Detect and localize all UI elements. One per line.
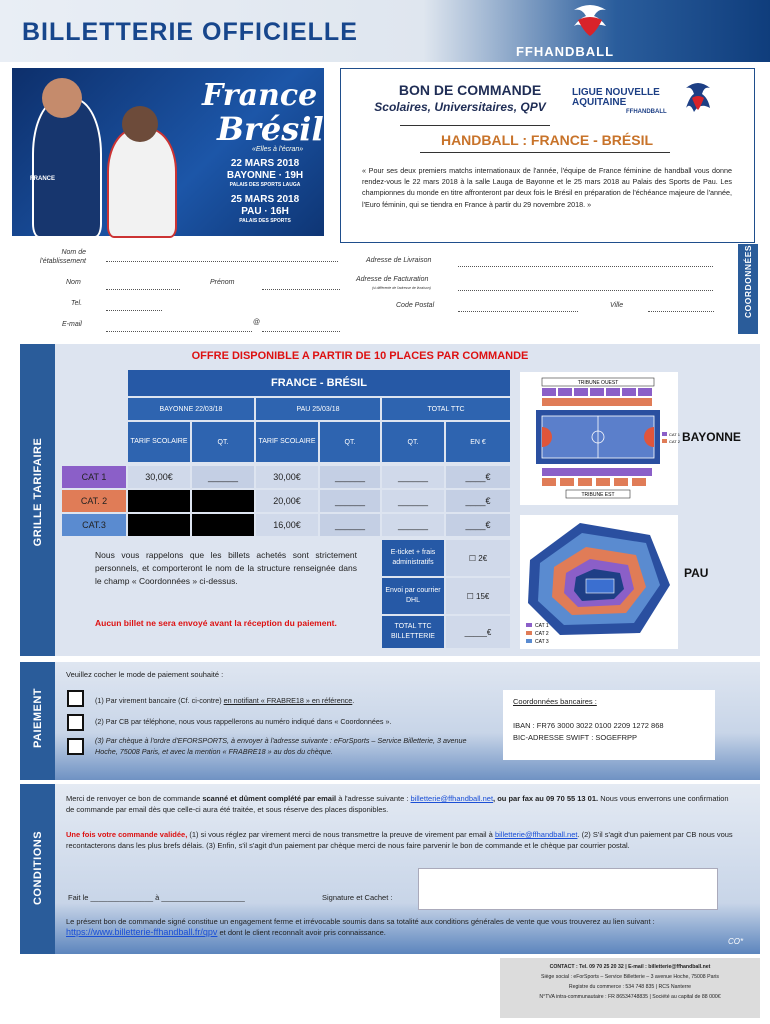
bank-title: Coordonnées bancaires :: [513, 697, 597, 706]
price-pau-cat2: 20,00€: [256, 490, 318, 512]
co-mark: CO*: [728, 937, 744, 946]
intro-text: « Pour ses deux premiers matchs internationaux de l'année, l'équipe de France féminine de handball vous donne rendez-vous le 22 mars 2018 à la salle Lauga de Bayonne et le 25 mars 2018 au Palais des Sports de Pau. Les championnes du monde en titre affronteront par deux fois le Brésil en préparation de l'échéance majeure de l'année, l'Euro féminin, qui se tiendra en France à partir du 29 novembre 2018. »: [362, 166, 732, 209]
poster-date-1: 22 MARS 2018: [230, 158, 300, 169]
ville-field[interactable]: [648, 304, 714, 312]
poster-venue-2: PALAIS DES SPORTS: [239, 218, 291, 224]
prenom-label: Prénom: [210, 279, 235, 286]
email-field-domain[interactable]: [262, 324, 340, 332]
col-qt-total: QT.: [382, 422, 444, 462]
tel-label: Tel.: [71, 300, 83, 307]
cond-p2-highlight: Une fois votre commande validée,: [66, 830, 188, 839]
order-title: BON DE COMMANDE: [398, 82, 542, 98]
qt-pau-cat1[interactable]: ______: [320, 466, 380, 488]
cp-field[interactable]: [458, 304, 578, 312]
ligue-logo-line-2: AQUITAINE: [572, 97, 627, 108]
map-tribune-ouest: TRIBUNE OUEST: [577, 380, 619, 386]
divider: [400, 125, 550, 126]
ville-label: Ville: [610, 302, 624, 309]
cat-3-label: CAT.3: [62, 514, 126, 536]
livraison-label: Adresse de Livraison: [366, 257, 432, 264]
map-pau-legend-cat1: CAT 1: [535, 623, 549, 629]
col-qt-bayonne: QT.: [192, 422, 254, 462]
fait-le-field[interactable]: Fait le _______________ à ____________________: [68, 893, 245, 902]
offer-banner: OFFRE DISPONIBLE A PARTIR DE 10 PLACES PAR COMMANDE: [191, 350, 529, 362]
page-title: BILLETTERIE OFFICIELLE: [22, 18, 358, 46]
payment-option-1-text: (1) Par virement bancaire (Cf. ci-contre): [95, 696, 224, 705]
poster-subtitle: «Elles à l'écran»: [252, 146, 304, 153]
cond-p1-text: Merci de renvoyer ce bon de commande: [66, 794, 203, 803]
price-pau-cat1: 30,00€: [256, 466, 318, 488]
paiement-label: PAIEMENT: [32, 687, 44, 749]
ffhandball-wordmark: FFHANDBALL: [515, 44, 615, 59]
payment-option-1: [95, 695, 495, 706]
total-cat3[interactable]: ____€: [446, 514, 510, 536]
price-bay-cat1: 30,00€: [128, 466, 190, 488]
pau-seating-map: [520, 515, 678, 649]
payment-cheque-checkbox[interactable]: [67, 738, 84, 755]
grille-label: GRILLE TARIFAIRE: [32, 437, 44, 547]
facturation-label: Adresse de Facturation: [356, 276, 429, 283]
tel-field[interactable]: [106, 303, 162, 311]
bank-bic: BIC-ADRESSE SWIFT : SOGEFRPP: [513, 733, 638, 742]
billetterie-email-link[interactable]: billetterie@ffhandball.net: [410, 794, 494, 803]
cond-p2-text2: . (2) S'il s'agit d'un paiement par CB nous vous recontacterons dans les plus brefs délais. (3) Enfin, s'il s'agit d'un paiement par chèque merci de nous faire parvenir le bon de commande et le chèque par courrier postal.: [66, 830, 733, 850]
livraison-field[interactable]: [458, 259, 713, 267]
order-subtitle: Scolaires, Universitaires, QPV: [374, 100, 546, 114]
conditions-paragraph-3: [66, 916, 738, 938]
coordonnees-label: COORDONNÉES: [743, 244, 753, 318]
venue-bayonne: BAYONNE: [682, 430, 741, 444]
etablissement-field[interactable]: [106, 254, 338, 262]
poster-title-bresil: Brésil: [217, 110, 324, 148]
poster-venue-1: PALAIS DES SPORTS LAUGA: [229, 182, 301, 188]
cond-p3-text2: et dont le client reconnaît avoir pris connaissance.: [217, 928, 386, 937]
poster-france: FRANCE: [30, 176, 55, 182]
col-tarif-pau: TARIF SCOLAIRE: [256, 422, 318, 462]
prenom-field[interactable]: [262, 282, 340, 290]
conditions-paragraph-2: [66, 829, 738, 851]
map-legend-cat2: CAT 2: [669, 439, 680, 444]
siege-line: Siège social : eForSports – Service Billetterie – 3 avenue Hoche, 75008 Paris: [541, 974, 719, 980]
header-total: TOTAL TTC: [382, 398, 510, 420]
event-poster: [12, 68, 324, 236]
contact-line: CONTACT : Tel. 09 70 25 20 32 | E-mail : billetterie@ffhandball.net: [549, 964, 711, 970]
cond-p1-fax: , ou par fax au 09 70 55 13 01.: [493, 794, 599, 803]
payment-cb-checkbox[interactable]: [67, 714, 84, 731]
col-en-euro: EN €: [446, 422, 510, 462]
payment-option-2: (2) Par CB par téléphone, nous vous rappellerons au numéro indiqué dans « Coordonnées ».: [95, 717, 392, 726]
venue-pau: PAU: [684, 566, 709, 580]
cp-label: Code Postal: [396, 302, 435, 309]
cond-p1-text2: à l'adresse suivante :: [336, 794, 411, 803]
poster-title-france: France: [202, 78, 318, 113]
total-cat2[interactable]: ____€: [446, 490, 510, 512]
option-eticket: E-ticket + frais administratifs: [382, 540, 444, 576]
recall-text: Nous vous rappelons que les billets achetés sont strictement personnels, et comporteront le nom de la structure renseignée dans le champ « Coordonnées » ci-dessus.: [95, 550, 357, 586]
qt-bay-cat2-unavailable: [192, 490, 254, 512]
nom-field[interactable]: [106, 282, 180, 290]
price-bay-cat2-unavailable: [128, 490, 190, 512]
warning-text: Aucun billet ne sera envoyé avant la réception du paiement.: [95, 618, 337, 628]
payment-option-3: (3) Par chèque à l'ordre d'EFORSPORTS, à envoyer à l'adresse suivante : eForSports – Service Billetterie, 3 avenue Hoche, 75008 Paris, et avec la mention « FRABRE18 » au dos du chèque.: [95, 736, 467, 756]
facturation-field[interactable]: [458, 283, 713, 291]
poster-city-2: PAU · 16H: [241, 206, 289, 217]
paiement-intro: Veuillez cocher le mode de paiement souhaité :: [66, 670, 224, 679]
conditions-paragraph-1: [66, 793, 738, 815]
billetterie-email-link-2[interactable]: billetterie@ffhandball.net: [494, 830, 578, 839]
signature-label: Signature et Cachet :: [322, 893, 393, 902]
payment-virement-checkbox[interactable]: [67, 690, 84, 707]
cgv-link[interactable]: https://www.billetterie-ffhandball.fr/qpv: [66, 927, 218, 937]
cond-p1-bold: scanné et dûment complété par email: [202, 794, 337, 803]
map-legend-cat1: CAT 1: [669, 432, 680, 437]
ligue-logo-line-1: LIGUE NOUVELLE: [572, 87, 660, 98]
bank-iban: IBAN : FR76 3000 3022 0100 2209 1272 868: [513, 721, 664, 730]
poster-date-2: 25 MARS 2018: [230, 194, 300, 205]
total-cat1[interactable]: ____€: [446, 466, 510, 488]
rooster-icon: [680, 78, 716, 118]
map-pau-legend-cat3: CAT 3: [535, 639, 549, 645]
header-pau: PAU 25/03/18: [256, 398, 380, 420]
cond-p3-text: Le présent bon de commande signé constitue un engagement ferme et irrévocable soumis dans sa totalité aux conditions générales de vente que vous trouverez au lien suivant :: [66, 917, 655, 926]
cat-1-label: CAT 1: [62, 466, 126, 488]
contact-footer: [500, 958, 760, 1018]
email-at: @: [253, 319, 261, 326]
nom-label: Nom: [66, 279, 81, 286]
facturation-note: (si différente de l'adresse de livraison): [372, 286, 431, 290]
cond-p2-text: (1) si vous réglez par virement merci de nous transmettre la preuve de virement par email à: [187, 830, 495, 839]
option-dhl: Envoi par courrier DHL: [382, 578, 444, 614]
total-billetterie-field[interactable]: _____€: [446, 616, 510, 648]
email-label: E-mail: [62, 321, 82, 328]
email-field-local[interactable]: [106, 324, 252, 332]
price-pau-cat3: 16,00€: [256, 514, 318, 536]
col-tarif-bayonne: TARIF SCOLAIRE: [128, 422, 190, 462]
signature-box[interactable]: [418, 868, 718, 910]
total-billetterie-label: TOTAL TTC BILLETTERIE: [382, 616, 444, 648]
qt-bay-cat1[interactable]: ______: [192, 466, 254, 488]
ligue-logo-line-3: FFHANDBALL: [626, 109, 667, 115]
qt-total-cat2[interactable]: ______: [382, 490, 444, 512]
rc-line: Registre du commerce : 534 748 835 | RCS Nanterre: [568, 984, 692, 990]
cond-p1-text3: Nous vous enverrons une confirmation de commande par email dès que celle-ci aura été traitée, et sous réserve des places disponibles.: [66, 794, 729, 814]
table-title: FRANCE - BRÉSIL: [128, 370, 510, 396]
cat-2-label: CAT. 2: [62, 490, 126, 512]
poster-city-1: BAYONNE · 19H: [226, 170, 304, 181]
match-title: HANDBALL : FRANCE - BRÉSIL: [440, 132, 654, 148]
qt-pau-cat3[interactable]: ______: [320, 514, 380, 536]
col-qt-pau: QT.: [320, 422, 380, 462]
conditions-label: CONDITIONS: [32, 830, 44, 906]
tva-line: N°TVA intra-communautaire : FR 86534748835 | Société au capital de 88 000€: [539, 994, 721, 1000]
qt-total-cat3[interactable]: ______: [382, 514, 444, 536]
map-tribune-est: TRIBUNE EST: [581, 492, 615, 498]
payment-option-1-end: .: [352, 696, 355, 705]
map-pau-legend-cat2: CAT 2: [535, 631, 549, 637]
payment-option-1-ref: en notifiant « FRABRE18 » en référence: [223, 696, 353, 705]
etablissement-label: Nom de l'établissement: [39, 249, 86, 265]
header-bayonne: BAYONNE 22/03/18: [128, 398, 254, 420]
option-eticket-checkbox[interactable]: ☐ 2€: [446, 540, 510, 576]
divider: [420, 152, 670, 153]
qt-bay-cat3-unavailable: [192, 514, 254, 536]
qt-pau-cat2[interactable]: ______: [320, 490, 380, 512]
option-dhl-checkbox[interactable]: ☐ 15€: [446, 578, 510, 614]
qt-total-cat1[interactable]: ______: [382, 466, 444, 488]
price-bay-cat3-unavailable: [128, 514, 190, 536]
bayonne-seating-map: [520, 372, 678, 505]
